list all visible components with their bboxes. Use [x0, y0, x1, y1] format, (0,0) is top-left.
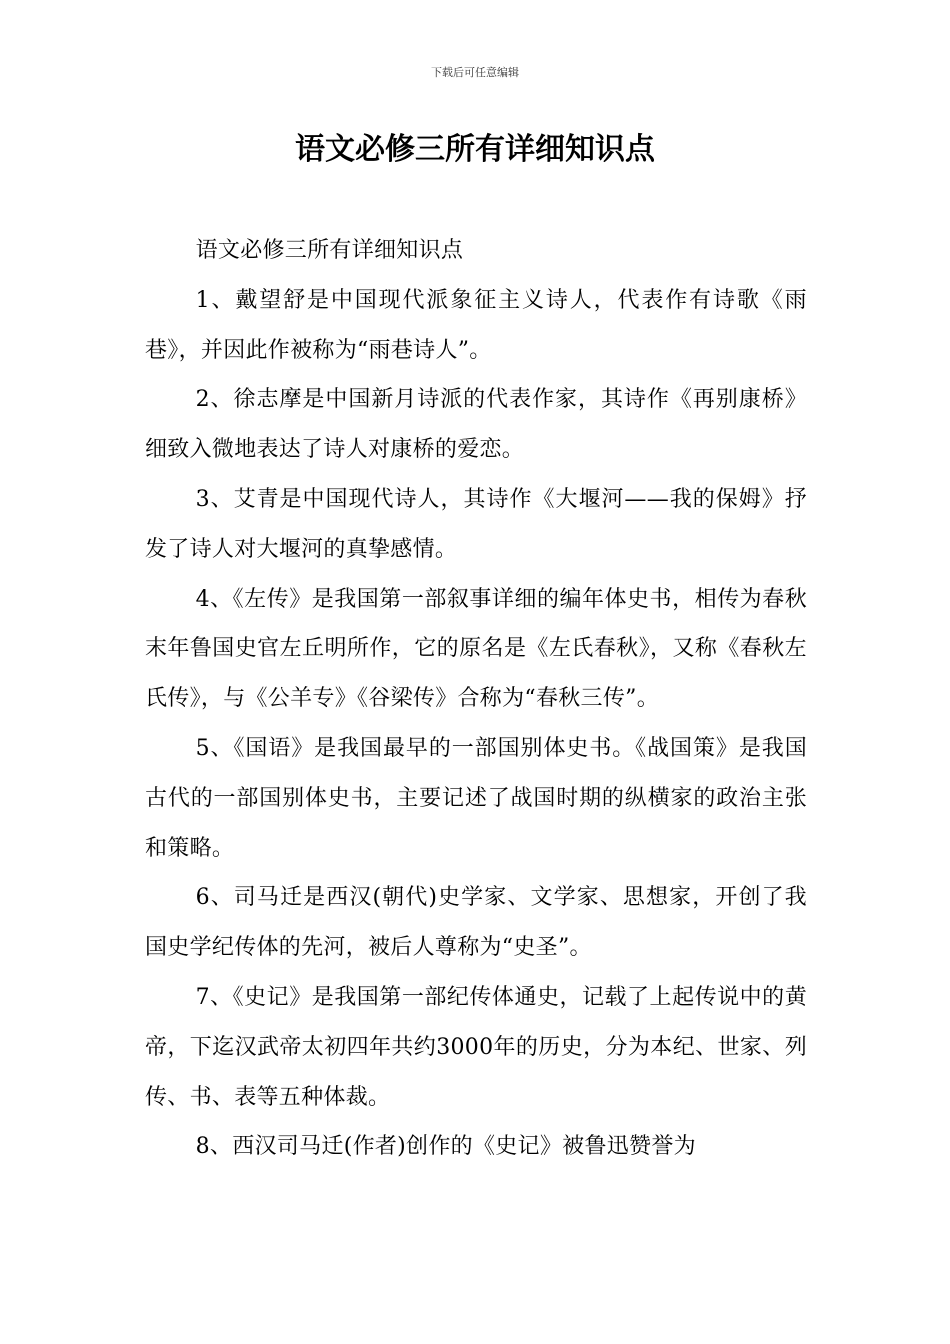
paragraph-5: 5、《国语》是我国最早的一部国别体史书。《战国策》是我国古代的一部国别体史书，主要记述了战国时期的纵横家的政治主张和策略。 [145, 735, 807, 861]
paragraph-4: 4、《左传》是我国第一部叙事详细的编年体史书，相传为春秋末年鲁国史官左丘明所作，它的原名是《左氏春秋》，又称《春秋左氏传》，与《公羊专》《谷梁传》合称为“春秋三传”。 [145, 586, 807, 712]
header-note: 下载后可任意编辑 [431, 66, 519, 79]
document-body [145, 226, 807, 1172]
paragraph-intro: 语文必修三所有详细知识点 [195, 238, 464, 263]
paragraph-2: 2、徐志摩是中国新月诗派的代表作家，其诗作《再别康桥》细致入微地表达了诗人对康桥的爱恋。 [145, 387, 807, 463]
paragraph-6: 6、司马迁是西汉(朝代)史学家、文学家、思想家，开创了我国史学纪传体的先河，被后人尊称为“史圣”。 [145, 885, 807, 961]
paragraph-8: 8、西汉司马迁(作者)创作的《史记》被鲁迅赞誉为 [195, 1134, 696, 1160]
paragraph-3: 3、艾青是中国现代诗人，其诗作《大堰河——我的保姆》抒发了诗人对大堰河的真挚感情。 [145, 486, 807, 562]
document-title: 语文必修三所有详细知识点 [295, 132, 655, 167]
paragraph-1: 1、戴望舒是中国现代派象征主义诗人，代表作有诗歌《雨巷》，并因此作被称为“雨巷诗人”。 [145, 287, 807, 363]
paragraph-7: 7、《史记》是我国第一部纪传体通史，记载了上起传说中的黄帝，下迄汉武帝太初四年共约3000年的历史，分为本纪、世家、列传、书、表等五种体裁。 [145, 984, 807, 1110]
